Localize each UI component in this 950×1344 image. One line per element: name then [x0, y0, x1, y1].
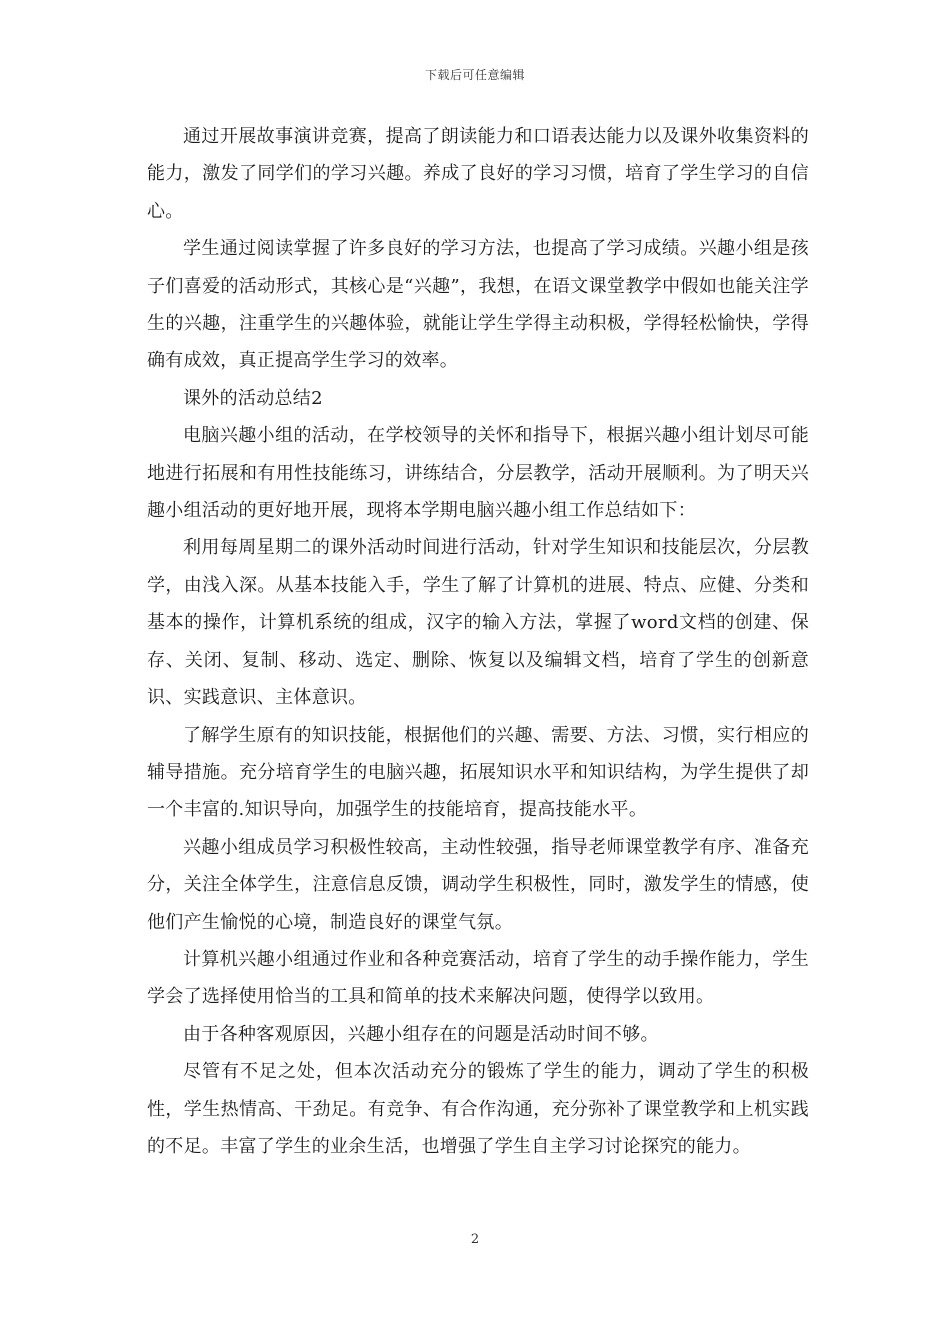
section-heading: 课外的活动总结2 [183, 387, 323, 409]
page-header: 下载后可任意编辑 [424, 68, 525, 82]
paragraph: 学生通过阅读掌握了许多良好的学习方法，也提高了学习成绩。兴趣小组是孩子们喜爱的活动形式，其核心是“兴趣”，我想，在语文课堂教学中假如也能关注学生的兴趣，注重学生的兴趣体验，就能让学生学得主动积极，学得轻松愉快，学得确有成效，真正提高学生学习的效率。 [147, 238, 809, 372]
paragraph: 兴趣小组成员学习积极性较高，主动性较强，指导老师课堂教学有序、准备充分，关注全体学生，注意信息反馈，调动学生积极性，同时，激发学生的情感，使他们产生愉悦的心境，制造良好的课堂气氛。 [147, 836, 809, 933]
page-number: 2 [470, 1232, 480, 1247]
paragraph: 通过开展故事演讲竞赛，提高了朗读能力和口语表达能力以及课外收集资料的能力，激发了同学们的学习兴趣。养成了良好的学习习惯，培育了学生学习的自信心。 [147, 126, 809, 222]
paragraph: 由于各种客观原因，兴趣小组存在的问题是活动时间不够。 [183, 1023, 659, 1045]
paragraph: 计算机兴趣小组通过作业和各种竞赛活动，培育了学生的动手操作能力，学生学会了选择使用恰当的工具和简单的技术来解决问题，使得学以致用。 [147, 948, 809, 1008]
paragraph: 利用每周星期二的课外活动时间进行活动，针对学生知识和技能层次，分层教学，由浅入深。从基本技能入手，学生了解了计算机的进展、特点、应健、分类和基本的操作，计算机系统的组成，汉字的输入方法，掌握了word文档的创建、保存、关闭、复制、移动、选定、删除、恢复以及编辑文档，培育了学生的创新意识、实践意识、主体意识。 [147, 537, 809, 709]
paragraph: 尽管有不足之处，但本次活动充分的锻炼了学生的能力，调动了学生的积极性，学生热情高、干劲足。有竞争、有合作沟通，充分弥补了课堂教学和上机实践的不足。丰富了学生的业余生活，也增强了学生自主学习讨论探究的能力。 [147, 1061, 809, 1157]
document-body [147, 118, 809, 1165]
paragraph: 了解学生原有的知识技能，根据他们的兴趣、需要、方法、习惯，实行相应的辅导措施。充分培育学生的电脑兴趣，拓展知识水平和知识结构，为学生提供了却一个丰富的.知识导向，加强学生的技能培育，提高技能水平。 [147, 724, 809, 821]
paragraph: 电脑兴趣小组的活动，在学校领导的关怀和指导下，根据兴趣小组计划尽可能地进行拓展和有用性技能练习，讲练结合，分层教学，活动开展顺利。为了明天兴趣小组活动的更好地开展，现将本学期电脑兴趣小组工作总结如下： [147, 425, 809, 522]
